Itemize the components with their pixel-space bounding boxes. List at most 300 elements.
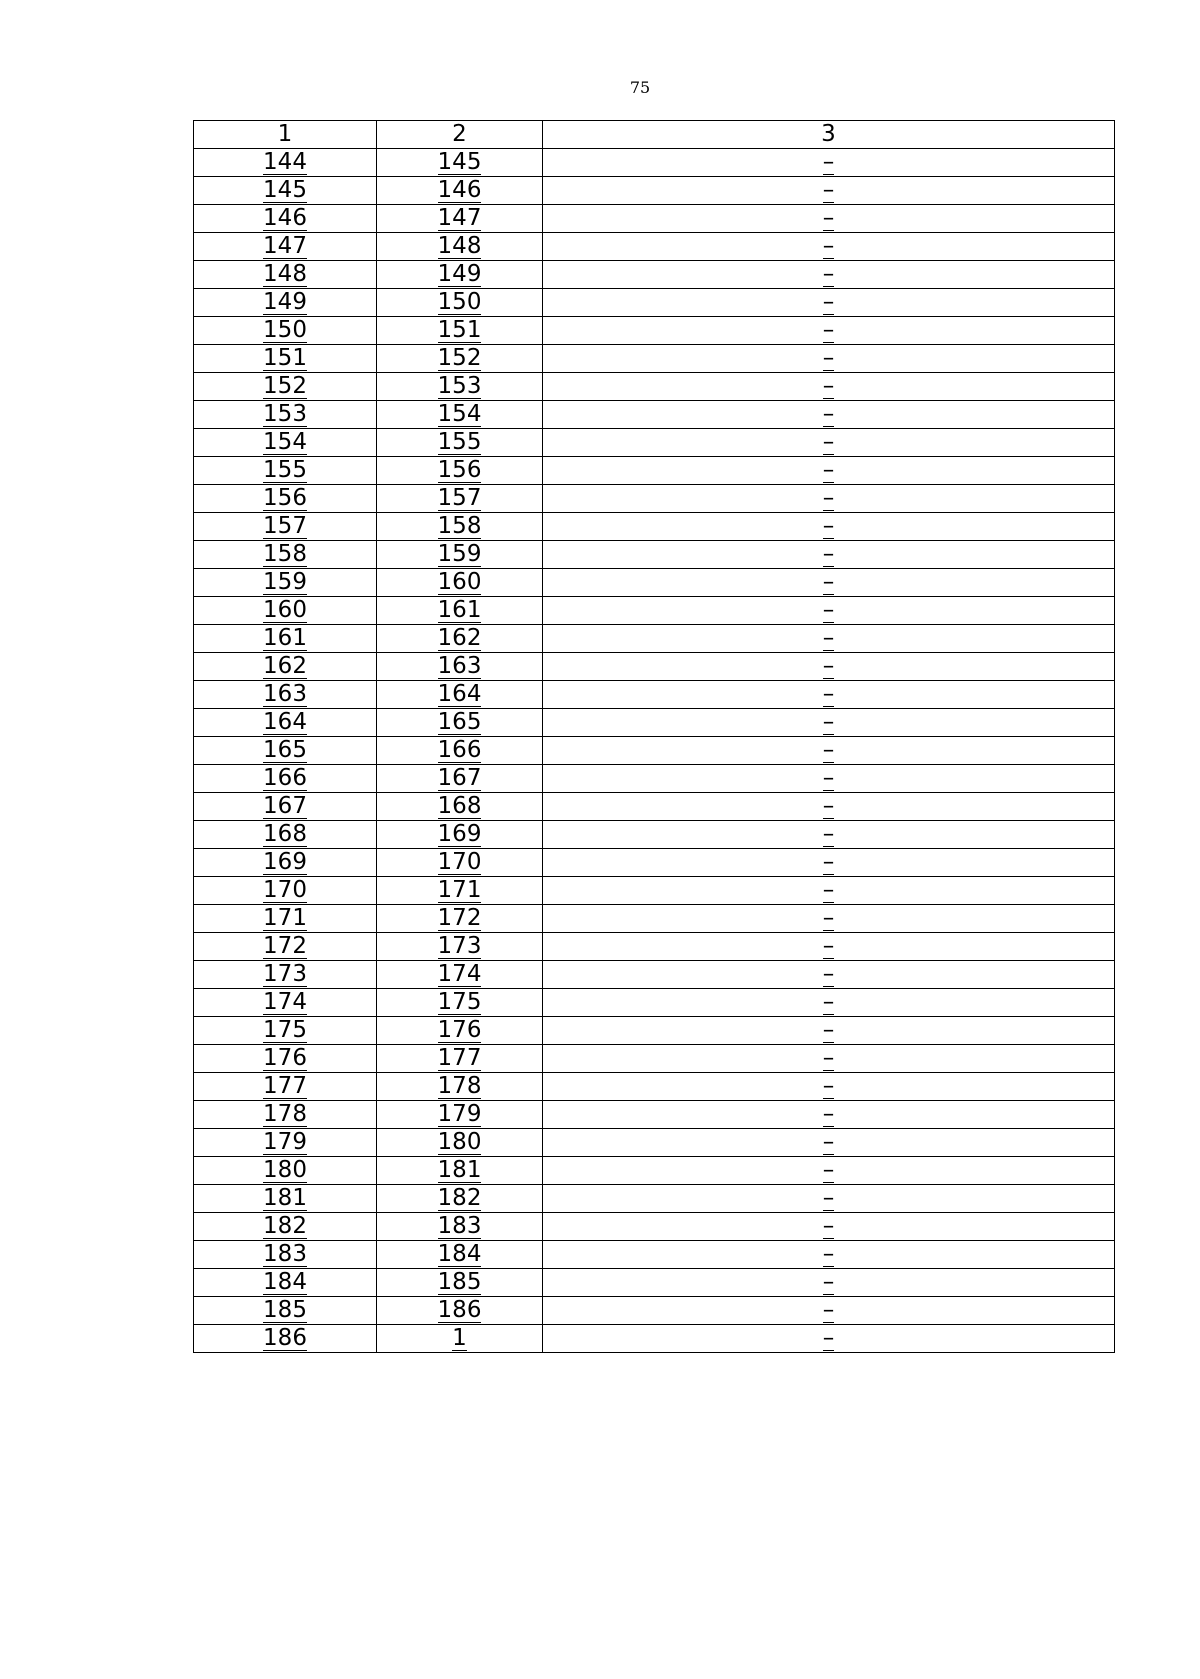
cell-value: 166 (263, 765, 307, 791)
cell-value: 153 (437, 373, 482, 399)
table-cell (377, 485, 543, 513)
cell-value: 145 (263, 177, 307, 203)
cell-value: 164 (437, 681, 482, 707)
cell-value: – (822, 597, 835, 623)
table-row (194, 1213, 1115, 1241)
cell-value: 182 (437, 1185, 482, 1211)
cell-value: – (822, 1129, 835, 1155)
table-cell (543, 1297, 1115, 1325)
table-cell (194, 233, 377, 261)
cell-value: 173 (263, 961, 307, 987)
cell-value: – (822, 289, 835, 315)
data-table (193, 120, 1115, 1353)
header-label: 2 (452, 121, 467, 147)
table-cell (543, 149, 1115, 177)
table-cell (194, 149, 377, 177)
cell-value: 146 (437, 177, 482, 203)
table-row (194, 1129, 1115, 1157)
cell-value: 171 (263, 905, 307, 931)
table-cell (194, 933, 377, 961)
cell-value: 162 (263, 653, 307, 679)
table-cell (543, 1325, 1115, 1353)
cell-value: – (822, 821, 835, 847)
cell-value: 158 (437, 513, 482, 539)
cell-value: 158 (263, 541, 307, 567)
cell-value: – (822, 177, 835, 203)
table-cell (543, 1073, 1115, 1101)
table-row (194, 989, 1115, 1017)
header-cell-3 (543, 121, 1115, 149)
table-cell (543, 905, 1115, 933)
cell-value: 159 (263, 569, 307, 595)
table-cell (377, 1017, 543, 1045)
table-cell (377, 765, 543, 793)
cell-value: – (822, 457, 835, 483)
table-cell (377, 289, 543, 317)
cell-value: 181 (437, 1157, 482, 1183)
cell-value: – (822, 905, 835, 931)
cell-value: 154 (437, 401, 482, 427)
table-cell (194, 541, 377, 569)
cell-value: 170 (437, 849, 482, 875)
table-cell (194, 625, 377, 653)
table-row (194, 401, 1115, 429)
cell-value: 164 (263, 709, 307, 735)
cell-value: – (822, 1101, 835, 1127)
cell-value: 167 (263, 793, 307, 819)
cell-value: 170 (263, 877, 307, 903)
table-cell (377, 737, 543, 765)
table-cell (543, 317, 1115, 345)
table-cell (194, 877, 377, 905)
cell-value: 182 (263, 1213, 307, 1239)
table-cell (543, 457, 1115, 485)
table-cell (194, 1073, 377, 1101)
table-cell (377, 1325, 543, 1353)
table-cell (543, 681, 1115, 709)
cell-value: 178 (437, 1073, 482, 1099)
table-cell (543, 1185, 1115, 1213)
table-cell (194, 989, 377, 1017)
cell-value: – (822, 653, 835, 679)
table-cell (194, 961, 377, 989)
cell-value: 168 (437, 793, 482, 819)
table-cell (543, 569, 1115, 597)
cell-value: 152 (437, 345, 482, 371)
cell-value: – (822, 485, 835, 511)
cell-value: 185 (437, 1269, 482, 1295)
table-cell (543, 597, 1115, 625)
table-cell (377, 429, 543, 457)
cell-value: 159 (437, 541, 482, 567)
cell-value: – (822, 1241, 835, 1267)
table-cell (543, 877, 1115, 905)
cell-value: – (822, 401, 835, 427)
cell-value: 179 (263, 1129, 307, 1155)
table-cell (194, 709, 377, 737)
cell-value: 185 (263, 1297, 307, 1323)
table-cell (194, 1101, 377, 1129)
table-cell (543, 513, 1115, 541)
cell-value: 176 (437, 1017, 482, 1043)
table-cell (543, 177, 1115, 205)
cell-value: 157 (263, 513, 307, 539)
table-cell (543, 933, 1115, 961)
cell-value: 186 (263, 1325, 307, 1351)
table-cell (194, 1241, 377, 1269)
table-cell (194, 653, 377, 681)
table-cell (377, 1241, 543, 1269)
table-cell (543, 737, 1115, 765)
table-cell (194, 793, 377, 821)
table-cell (194, 821, 377, 849)
table-row (194, 849, 1115, 877)
table-cell (543, 1101, 1115, 1129)
table-row (194, 149, 1115, 177)
header-label: 1 (277, 121, 293, 147)
table-cell (543, 1017, 1115, 1045)
table-row (194, 961, 1115, 989)
cell-value: 172 (437, 905, 482, 931)
cell-value: 171 (437, 877, 482, 903)
table-cell (377, 233, 543, 261)
cell-value: – (822, 625, 835, 651)
table-cell (377, 373, 543, 401)
cell-value: – (822, 1157, 835, 1183)
table-cell (194, 765, 377, 793)
table-cell (377, 625, 543, 653)
cell-value: 186 (437, 1297, 482, 1323)
cell-value: 184 (263, 1269, 307, 1295)
cell-value: – (822, 149, 835, 175)
cell-value: 178 (263, 1101, 307, 1127)
table-cell (377, 513, 543, 541)
table-cell (194, 429, 377, 457)
cell-value: – (822, 1325, 835, 1351)
cell-value: 161 (263, 625, 307, 651)
table-cell (377, 569, 543, 597)
table-cell (377, 933, 543, 961)
table-cell (377, 821, 543, 849)
table-cell (377, 877, 543, 905)
table-cell (194, 597, 377, 625)
cell-value: 150 (263, 317, 307, 343)
table-row (194, 1017, 1115, 1045)
table-cell (194, 1157, 377, 1185)
table-row (194, 933, 1115, 961)
cell-value: 161 (437, 597, 482, 623)
table-row (194, 625, 1115, 653)
table-cell (194, 1017, 377, 1045)
cell-value: – (822, 737, 835, 763)
cell-value: 155 (437, 429, 482, 455)
cell-value: 168 (263, 821, 307, 847)
table-cell (377, 1269, 543, 1297)
header-cell-1 (194, 121, 377, 149)
table-cell (377, 597, 543, 625)
table-cell (543, 1129, 1115, 1157)
table-row (194, 1241, 1115, 1269)
cell-value: 166 (437, 737, 482, 763)
cell-value: 148 (437, 233, 482, 259)
table-cell (194, 1213, 377, 1241)
table-row (194, 569, 1115, 597)
cell-value: 1 (452, 1325, 467, 1351)
cell-value: 160 (437, 569, 482, 595)
table-row (194, 345, 1115, 373)
cell-value: 183 (437, 1213, 482, 1239)
table-cell (543, 1269, 1115, 1297)
cell-value: – (822, 1297, 835, 1323)
table-cell (543, 345, 1115, 373)
table-cell (194, 681, 377, 709)
table-cell (543, 1213, 1115, 1241)
cell-value: 174 (437, 961, 482, 987)
cell-value: 144 (263, 149, 307, 175)
table-cell (377, 709, 543, 737)
cell-value: 160 (263, 597, 307, 623)
header-cell-2 (377, 121, 543, 149)
table-cell (377, 961, 543, 989)
cell-value: – (822, 513, 835, 539)
cell-value: 156 (263, 485, 307, 511)
cell-value: 148 (263, 261, 307, 287)
cell-value: – (822, 233, 835, 259)
table-row (194, 373, 1115, 401)
cell-value: 167 (437, 765, 482, 791)
table-cell (377, 205, 543, 233)
table-cell (543, 821, 1115, 849)
cell-value: 163 (263, 681, 307, 707)
cell-value: 183 (263, 1241, 307, 1267)
table-cell (377, 681, 543, 709)
cell-value: 147 (263, 233, 307, 259)
table-cell (194, 401, 377, 429)
cell-value: – (822, 261, 835, 287)
table-cell (194, 485, 377, 513)
table-row (194, 653, 1115, 681)
cell-value: – (822, 1269, 835, 1295)
table-cell (377, 149, 543, 177)
table-cell (194, 1325, 377, 1353)
table-cell (543, 541, 1115, 569)
cell-value: 165 (263, 737, 307, 763)
table-cell (543, 233, 1115, 261)
table-row (194, 205, 1115, 233)
table-cell (377, 1185, 543, 1213)
table-cell (194, 177, 377, 205)
table-cell (543, 961, 1115, 989)
table-cell (377, 317, 543, 345)
cell-value: – (822, 345, 835, 371)
table-row (194, 1157, 1115, 1185)
table-row (194, 289, 1115, 317)
table-row (194, 1101, 1115, 1129)
cell-value: 180 (263, 1157, 307, 1183)
table-cell (194, 457, 377, 485)
table-cell (194, 345, 377, 373)
table-cell (194, 569, 377, 597)
table-cell (194, 261, 377, 289)
table-cell (377, 1213, 543, 1241)
table-cell (194, 905, 377, 933)
cell-value: 179 (437, 1101, 482, 1127)
cell-value: 184 (437, 1241, 482, 1267)
table-cell (377, 1073, 543, 1101)
table-cell (543, 205, 1115, 233)
cell-value: 149 (437, 261, 482, 287)
cell-value: 157 (437, 485, 482, 511)
table-cell (543, 1045, 1115, 1073)
cell-value: 177 (437, 1045, 482, 1071)
cell-value: 149 (263, 289, 307, 315)
table-row (194, 1185, 1115, 1213)
table-cell (377, 1157, 543, 1185)
cell-value: 175 (263, 1017, 307, 1043)
table-cell (543, 289, 1115, 317)
cell-value: 162 (437, 625, 482, 651)
table-row (194, 233, 1115, 261)
cell-value: 177 (263, 1073, 307, 1099)
cell-value: 145 (437, 149, 482, 175)
cell-value: 151 (263, 345, 307, 371)
table-cell (194, 1129, 377, 1157)
table-cell (543, 653, 1115, 681)
table-cell (194, 1297, 377, 1325)
table-cell (194, 849, 377, 877)
table-row (194, 597, 1115, 625)
cell-value: – (822, 541, 835, 567)
table-cell (377, 345, 543, 373)
table-cell (377, 653, 543, 681)
table-row (194, 765, 1115, 793)
table-row (194, 513, 1115, 541)
table-row (194, 541, 1115, 569)
cell-value: 180 (437, 1129, 482, 1155)
table-cell (543, 261, 1115, 289)
cell-value: 169 (263, 849, 307, 875)
table-cell (543, 625, 1115, 653)
header-label: 3 (821, 121, 836, 147)
table-cell (377, 793, 543, 821)
cell-value: 150 (437, 289, 482, 315)
table-cell (377, 1101, 543, 1129)
table-cell (377, 1297, 543, 1325)
table-cell (543, 429, 1115, 457)
cell-value: 153 (263, 401, 307, 427)
table-row (194, 485, 1115, 513)
cell-value: – (822, 933, 835, 959)
cell-value: 152 (263, 373, 307, 399)
cell-value: – (822, 373, 835, 399)
table-row (194, 877, 1115, 905)
cell-value: – (822, 1045, 835, 1071)
cell-value: – (822, 849, 835, 875)
cell-value: 146 (263, 205, 307, 231)
table-row (194, 429, 1115, 457)
cell-value: – (822, 1213, 835, 1239)
page-number: 75 (629, 78, 651, 97)
table-cell (377, 541, 543, 569)
table-cell (543, 485, 1115, 513)
table-row (194, 1045, 1115, 1073)
table-body (194, 121, 1115, 1353)
table-cell (194, 317, 377, 345)
cell-value: – (822, 1017, 835, 1043)
cell-value: 165 (437, 709, 482, 735)
table-row (194, 681, 1115, 709)
table-cell (377, 177, 543, 205)
table-row (194, 737, 1115, 765)
table-cell (543, 989, 1115, 1017)
table-cell (377, 849, 543, 877)
table-row (194, 261, 1115, 289)
cell-value: 163 (437, 653, 482, 679)
table-row (194, 1325, 1115, 1353)
cell-value: – (822, 317, 835, 343)
table-cell (543, 849, 1115, 877)
table-cell (543, 373, 1115, 401)
table-cell (543, 1241, 1115, 1269)
table-row (194, 709, 1115, 737)
cell-value: – (822, 569, 835, 595)
table-header-row (194, 121, 1115, 149)
table-cell (194, 289, 377, 317)
cell-value: 151 (437, 317, 482, 343)
cell-value: 147 (437, 205, 482, 231)
cell-value: – (822, 989, 835, 1015)
table-cell (377, 1045, 543, 1073)
cell-value: – (822, 429, 835, 455)
cell-value: 174 (263, 989, 307, 1015)
cell-value: – (822, 765, 835, 791)
table-cell (543, 401, 1115, 429)
cell-value: – (822, 205, 835, 231)
table-row (194, 457, 1115, 485)
cell-value: 169 (437, 821, 482, 847)
table-cell (377, 905, 543, 933)
table-cell (543, 765, 1115, 793)
table-cell (377, 989, 543, 1017)
table-cell (543, 709, 1115, 737)
cell-value: – (822, 877, 835, 903)
table-row (194, 793, 1115, 821)
cell-value: – (822, 961, 835, 987)
cell-value: – (822, 1185, 835, 1211)
table-row (194, 317, 1115, 345)
cell-value: – (822, 709, 835, 735)
table-row (194, 1269, 1115, 1297)
cell-value: 172 (263, 933, 307, 959)
table-row (194, 821, 1115, 849)
cell-value: 154 (263, 429, 307, 455)
table-cell (194, 373, 377, 401)
table-cell (194, 1045, 377, 1073)
table-cell (377, 401, 543, 429)
table-cell (194, 513, 377, 541)
cell-value: 181 (263, 1185, 307, 1211)
cell-value: 176 (263, 1045, 307, 1071)
table-cell (194, 205, 377, 233)
table-row (194, 905, 1115, 933)
cell-value: 155 (263, 457, 307, 483)
cell-value: – (822, 1073, 835, 1099)
table-row (194, 1297, 1115, 1325)
table-row (194, 177, 1115, 205)
cell-value: 175 (437, 989, 482, 1015)
cell-value: 156 (437, 457, 482, 483)
table-row (194, 1073, 1115, 1101)
